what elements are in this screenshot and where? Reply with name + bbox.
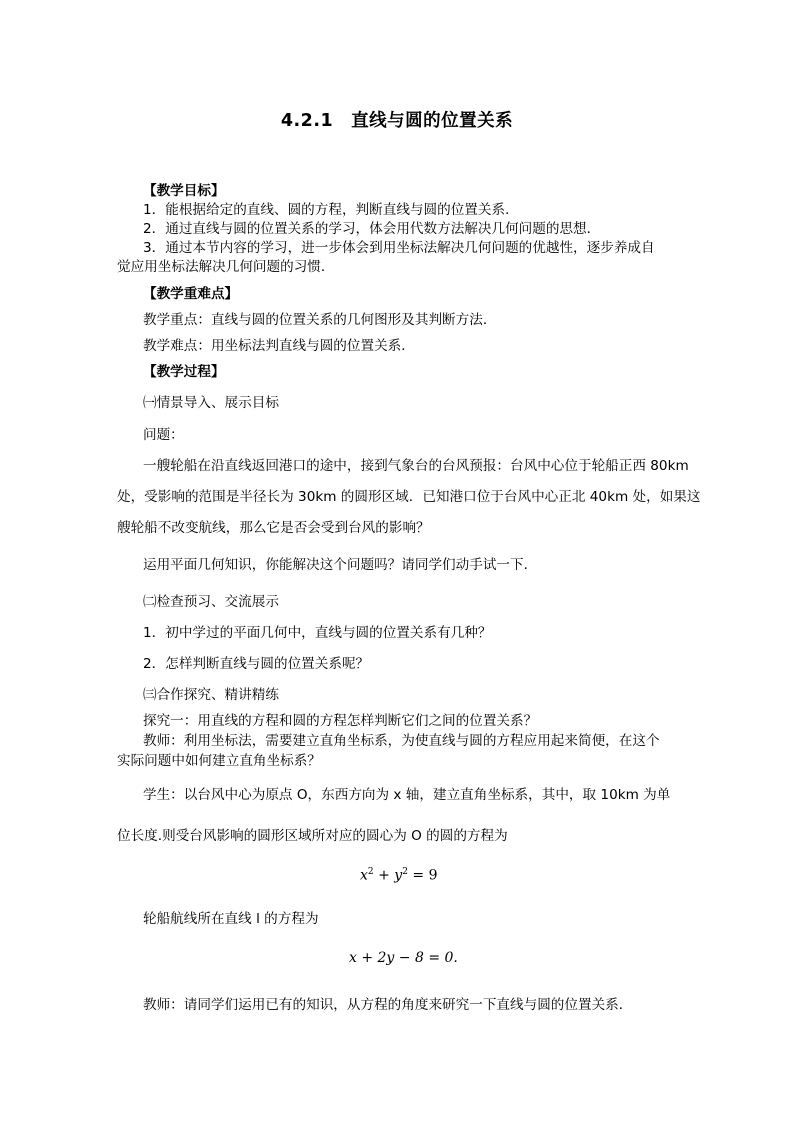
eq-x: x — [360, 867, 368, 884]
part-3-heading: ㈢合作探究、精讲精练 — [143, 687, 279, 703]
process-heading: 【教学过程】 — [143, 364, 225, 380]
part-2-heading: ㈡检查预习、交流展示 — [143, 594, 279, 610]
objective-1: 1．能根据给定的直线、圆的方程，判断直线与圆的位置关系． — [143, 202, 519, 218]
key-points-heading: 【教学重难点】 — [143, 286, 239, 302]
review-question-2: 2．怎样判断直线与圆的位置关系呢？ — [143, 656, 370, 672]
student-line1: 学生：以台风中心为原点 O，东西方向为 x 轴，建立直角坐标系，其中，取 10km 为单 — [143, 787, 671, 803]
teacher-1-line2: 实际问题中如何建立直角坐标系？ — [117, 753, 321, 769]
question-label: 问题： — [143, 427, 184, 443]
explore-1: 探究一：用直线的方程和圆的方程怎样判断它们之间的位置关系？ — [143, 713, 538, 729]
objective-2: 2．通过直线与圆的位置关系的学习，体会用代数方法解决几何问题的思想． — [143, 221, 601, 237]
teacher-2: 教师：请同学们运用已有的知识，从方程的角度来研究一下直线与圆的位置关系． — [143, 997, 633, 1013]
student-line2: 位长度.则受台风影响的圆形区域所对应的圆心为 O 的圆的方程为 — [117, 828, 508, 844]
key-point: 教学重点：直线与圆的位置关系的几何图形及其判断方法． — [143, 312, 497, 328]
difficulty: 教学难点：用坐标法判直线与圆的位置关系． — [143, 338, 415, 354]
problem-line-2: 处，受影响的范围是半径长为 30km 的圆形区域．已知港口位于台风中心正北 40km 处，如果这 — [117, 489, 701, 505]
line-equation-intro: 轮船航线所在直线 l 的方程为 — [143, 911, 319, 927]
objective-3-line2: 觉应用坐标法解决几何问题的习惯． — [117, 259, 335, 275]
eq-x-exponent: 2 — [367, 867, 374, 877]
eq-plus: + — [373, 867, 395, 884]
objective-3-line1: 3．通过本节内容的学习，进一步体会到用坐标法解决几何问题的优越性，逐步养成自 — [143, 240, 655, 256]
problem-line-3: 艘轮船不改变航线，那么它是否会受到台风的影响？ — [117, 520, 430, 536]
eq-y: y — [394, 867, 403, 884]
eq-rhs: = 9 — [407, 867, 438, 884]
line-equation: x + 2y − 8 = 0. — [349, 950, 458, 966]
circle-equation — [360, 867, 437, 884]
review-question-1: 1．初中学过的平面几何中，直线与圆的位置关系有几种？ — [143, 625, 492, 641]
page-title: 4.2.1 直线与圆的位置关系 — [280, 111, 514, 131]
apply-prompt: 运用平面几何知识，你能解决这个问题吗？请同学们动手试一下． — [143, 557, 538, 573]
objectives-heading: 【教学目标】 — [143, 183, 225, 199]
problem-line-1: 一艘轮船在沿直线返回港口的途中，接到气象台的台风预报：台风中心位于轮船正西 80km — [143, 458, 689, 474]
eq-y-exponent: 2 — [402, 867, 408, 877]
teacher-1-line1: 教师：利用坐标法，需要建立直角坐标系，为使直线与圆的方程应用起来简便，在这个 — [143, 733, 660, 749]
part-1-heading: ㈠情景导入、展示目标 — [143, 395, 279, 411]
